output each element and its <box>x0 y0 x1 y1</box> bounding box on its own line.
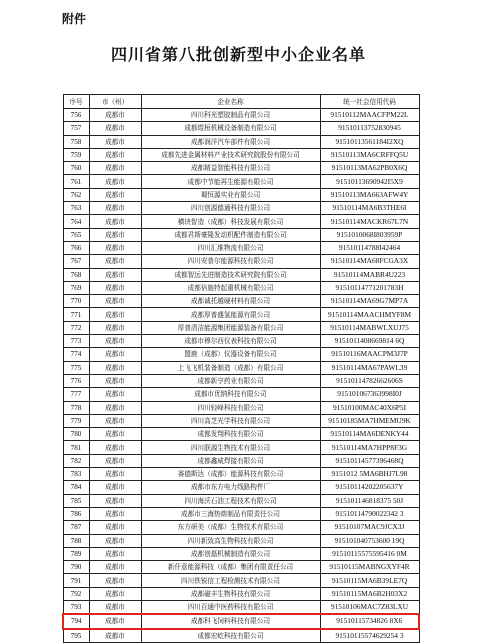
cell-company-name: 成都君斯豪隆发动机配件制造有限公司 <box>141 228 320 241</box>
cell-city: 成都市 <box>89 122 141 135</box>
cell-company-name: 成都市三海热熔制品有限责任公司 <box>141 507 320 520</box>
cell-serial-no: 780 <box>63 428 89 441</box>
cell-serial-no: 776 <box>63 374 89 387</box>
cell-company-name: 成都鑫威焊接有限公司 <box>141 454 320 467</box>
header-company-name: 企业名称 <box>141 95 320 109</box>
cell-credit-code: 91510114MA6DENKY44 <box>320 428 419 441</box>
cell-company-name: 赛德斯达（成都）能源科技有限公司 <box>141 468 320 481</box>
cell-serial-no: 794 <box>63 614 89 628</box>
cell-city: 成都市 <box>89 135 141 148</box>
cell-city: 成都市 <box>89 454 141 467</box>
cell-credit-code: 91510113MA6CRFFQ5U <box>320 148 419 161</box>
cell-company-name: 四川轻峰科技有限公司 <box>141 401 320 414</box>
cell-city: 成都市 <box>89 148 141 161</box>
cell-credit-code: 91510113561184I2XQ <box>320 135 419 148</box>
cell-credit-code: 91510114788I42464 <box>320 241 419 254</box>
document-title: 四川省第八批创新型中小企业名单 <box>110 45 366 64</box>
cell-serial-no: 783 <box>63 468 89 481</box>
cell-city: 成都市 <box>89 268 141 281</box>
cell-company-name: 成都科飞饲料科技有限公司 <box>141 614 320 628</box>
cell-serial-no: 772 <box>63 321 89 334</box>
table-row <box>63 308 419 321</box>
cell-city: 成都市 <box>89 241 141 254</box>
cell-city: 成都市 <box>89 374 141 387</box>
cell-credit-code: 915101067363998I0J <box>320 388 419 401</box>
cell-city: 成都市 <box>89 414 141 427</box>
cell-serial-no: 756 <box>63 109 89 122</box>
cell-company-name: 成都诚托越硬材料有限公司 <box>141 295 320 308</box>
cell-credit-code: 91510112MAACFPM22L <box>320 109 419 122</box>
cell-serial-no: 767 <box>63 255 89 268</box>
cell-company-name: 新仟意能源科技（成都）集团有限责任公司 <box>141 561 320 574</box>
cell-serial-no: 775 <box>63 361 89 374</box>
table-row <box>63 321 419 334</box>
cell-credit-code: 915101146818375 50J <box>320 494 419 507</box>
cell-city: 成都市 <box>89 202 141 215</box>
cell-serial-no: 781 <box>63 441 89 454</box>
cell-serial-no: 793 <box>63 600 89 614</box>
cell-serial-no: 795 <box>63 629 89 643</box>
cell-city: 成都市 <box>89 335 141 348</box>
table-row <box>63 148 419 161</box>
cell-company-name: 四川百通中医药科技有限公司 <box>141 600 320 614</box>
cell-serial-no: 782 <box>63 454 89 467</box>
cell-credit-code: 91510115MA6B2H03X2 <box>320 587 419 600</box>
header-city: 市（州） <box>89 95 141 109</box>
cell-company-name: 成都倍施特起重机械有限公司 <box>141 281 320 294</box>
cell-city: 成都市 <box>89 109 141 122</box>
table-row <box>63 507 419 520</box>
table-row <box>63 374 419 387</box>
cell-credit-code: 9151010068I803959P <box>320 228 419 241</box>
table-row <box>63 241 419 254</box>
cell-serial-no: 768 <box>63 268 89 281</box>
cell-credit-code: 91510114771201783H <box>320 281 419 294</box>
cell-serial-no: 758 <box>63 135 89 148</box>
cell-city: 成都市 <box>89 188 141 201</box>
table-row <box>63 547 419 560</box>
cell-city: 成都市 <box>89 361 141 374</box>
cell-serial-no: 760 <box>63 162 89 175</box>
cell-city: 成都市 <box>89 534 141 547</box>
cell-credit-code: 915101040753600 19Q <box>320 534 419 547</box>
cell-city: 成都市 <box>89 587 141 600</box>
table-row <box>63 414 419 427</box>
table-row <box>63 561 419 574</box>
cell-city: 成都市 <box>89 401 141 414</box>
cell-credit-code: 91510185MA7HMEMU9K <box>320 414 419 427</box>
cell-company-name: 四川朕源生物技术有限公司 <box>141 441 320 454</box>
cell-company-name: 成都煜桓机械设备制造有限公司 <box>141 122 320 135</box>
cell-company-name: 成都磁丰生物科技有限公司 <box>141 587 320 600</box>
cell-serial-no: 790 <box>63 561 89 574</box>
cell-city: 成都市 <box>89 348 141 361</box>
cell-city: 成都市 <box>89 481 141 494</box>
cell-company-name: 成都发翔科技有限公司 <box>141 428 320 441</box>
cell-serial-no: 784 <box>63 481 89 494</box>
table-row <box>63 188 419 201</box>
cell-serial-no: 778 <box>63 401 89 414</box>
cell-city: 成都市 <box>89 468 141 481</box>
cell-credit-code: 91510114MA6B3THE6I <box>320 202 419 215</box>
cell-city: 成都市 <box>89 162 141 175</box>
cell-company-name: 成都精益智能科技有限公司 <box>141 162 320 175</box>
cell-city: 成都市 <box>89 175 141 188</box>
cell-company-name: 成都市优纳科技有限公司 <box>141 388 320 401</box>
header-credit-code: 统一社会信用代码 <box>320 95 419 109</box>
cell-city: 成都市 <box>89 494 141 507</box>
cell-city: 成都市 <box>89 255 141 268</box>
enterprise-table <box>62 94 420 643</box>
cell-credit-code: 91510107MAC9JCX3J <box>320 521 419 534</box>
cell-credit-code: 91510114782662606S <box>320 374 419 387</box>
cell-serial-no: 765 <box>63 228 89 241</box>
table-row <box>63 295 419 308</box>
cell-serial-no: 761 <box>63 175 89 188</box>
cell-serial-no: 769 <box>63 281 89 294</box>
cell-serial-no: 789 <box>63 547 89 560</box>
cell-serial-no: 766 <box>63 241 89 254</box>
cell-credit-code: 91510115575595416 0M <box>320 547 419 560</box>
cell-credit-code: 91510115MA6B39LE7Q <box>320 574 419 587</box>
table-row <box>63 109 419 122</box>
cell-credit-code: 91510114202205637Y <box>320 481 419 494</box>
cell-serial-no: 757 <box>63 122 89 135</box>
cell-company-name: 成都新亨药业有限公司 <box>141 374 320 387</box>
cell-credit-code: 91510114MA7HPP8F3G <box>320 441 419 454</box>
cell-city: 成都市 <box>89 561 141 574</box>
cell-credit-code: 91510115734826 8X6 <box>320 614 419 628</box>
cell-city: 成都市 <box>89 600 141 614</box>
table-row <box>63 494 419 507</box>
cell-serial-no: 773 <box>63 335 89 348</box>
table-row <box>63 401 419 414</box>
table-row-highlighted <box>63 614 419 628</box>
cell-city: 成都市 <box>89 441 141 454</box>
cell-company-name: 四川汇维物流有限公司 <box>141 241 320 254</box>
table-row <box>63 629 419 643</box>
cell-serial-no: 762 <box>63 188 89 201</box>
cell-credit-code: 91510116MAACPM3J7P <box>320 348 419 361</box>
cell-city: 成都市 <box>89 308 141 321</box>
table-row <box>63 255 419 268</box>
cell-credit-code: 91510113MA62PB0X6Q <box>320 162 419 175</box>
cell-company-name: 四川海沃石油工程技术有限公司 <box>141 494 320 507</box>
cell-company-name: 东方研美（成都）生物技术有限公司 <box>141 521 320 534</box>
cell-credit-code: 91510106MAC7Z83LXU <box>320 600 419 614</box>
cell-city: 成都市 <box>89 388 141 401</box>
cell-company-name: 四川铁锐信工程检测技术有限公司 <box>141 574 320 587</box>
table-row <box>63 135 419 148</box>
cell-serial-no: 771 <box>63 308 89 321</box>
cell-credit-code: 91510113752830945 <box>320 122 419 135</box>
cell-company-name: 蜀恒源实业有限公司 <box>141 188 320 201</box>
table-row <box>63 388 419 401</box>
cell-credit-code: 91510114MA67PAWL39 <box>320 361 419 374</box>
cell-credit-code: 91510114MA69G7MP7A <box>320 295 419 308</box>
cell-company-name: 四川创源德通科技有限公司 <box>141 202 320 215</box>
cell-company-name: 厚普清洁能源集团能源装备有限公司 <box>141 321 320 334</box>
cell-company-name: 上飞飞机装备制造（成都）有限公司 <box>141 361 320 374</box>
table-row <box>63 348 419 361</box>
table-row <box>63 361 419 374</box>
cell-company-name: 盟鹿（成都）仪器设备有限公司 <box>141 348 320 361</box>
cell-city: 成都市 <box>89 428 141 441</box>
cell-company-name: 四川新致高生物科技有限公司 <box>141 534 320 547</box>
cell-city: 成都市 <box>89 547 141 560</box>
cell-serial-no: 792 <box>63 587 89 600</box>
table-row <box>63 228 419 241</box>
cell-serial-no: 779 <box>63 414 89 427</box>
cell-serial-no: 759 <box>63 148 89 161</box>
table-body <box>63 109 419 643</box>
cell-credit-code: 91510113MA663AFW4Y <box>320 188 419 201</box>
table-row <box>63 481 419 494</box>
cell-company-name: 成都市东方电力线路构件厂 <box>141 481 320 494</box>
table-row <box>63 587 419 600</box>
cell-company-name: 成都宏屹科技有限公司 <box>141 629 320 643</box>
table-row <box>63 175 419 188</box>
cell-company-name: 成都先进金属材料产业技术研究院股份有限公司 <box>141 148 320 161</box>
cell-company-name: 成都智远先进制造技术研究院有限公司 <box>141 268 320 281</box>
cell-company-name: 横块智造（成都）科技发展有限公司 <box>141 215 320 228</box>
cell-credit-code: 91510114MAACHMYF8M <box>320 308 419 321</box>
cell-serial-no: 770 <box>63 295 89 308</box>
cell-company-name: 四川安普尔能源科技有限公司 <box>141 255 320 268</box>
table-row <box>63 428 419 441</box>
cell-serial-no: 786 <box>63 507 89 520</box>
cell-serial-no: 788 <box>63 534 89 547</box>
cell-city: 成都市 <box>89 574 141 587</box>
cell-serial-no: 787 <box>63 521 89 534</box>
cell-serial-no: 785 <box>63 494 89 507</box>
cell-city: 成都市 <box>89 228 141 241</box>
table-row <box>63 202 419 215</box>
cell-city: 成都市 <box>89 507 141 520</box>
cell-credit-code: 91510114790022342 3 <box>320 507 419 520</box>
cell-city: 成都市 <box>89 295 141 308</box>
table-row <box>63 534 419 547</box>
cell-city: 成都市 <box>89 321 141 334</box>
cell-serial-no: 764 <box>63 215 89 228</box>
cell-serial-no: 791 <box>63 574 89 587</box>
cell-serial-no: 774 <box>63 348 89 361</box>
table-row <box>63 268 419 281</box>
cell-credit-code: 9151012 5MA6BHJ7L98 <box>320 468 419 481</box>
enterprise-table-container <box>62 94 418 643</box>
cell-city: 成都市 <box>89 614 141 628</box>
table-row <box>63 122 419 135</box>
table-row <box>63 281 419 294</box>
table-row <box>63 441 419 454</box>
table-row <box>63 454 419 467</box>
cell-company-name: 四川科光塑胶制品有限公司 <box>141 109 320 122</box>
cell-company-name: 成都厚普盛氢能源有限公司 <box>141 308 320 321</box>
cell-credit-code: 91510114MA68FCGA3X <box>320 255 419 268</box>
cell-credit-code: 91510115MABNGXYF4R <box>320 561 419 574</box>
table-row <box>63 574 419 587</box>
header-serial-no: 序号 <box>63 95 89 109</box>
table-row <box>63 600 419 614</box>
table-row <box>63 162 419 175</box>
cell-city: 成都市 <box>89 281 141 294</box>
cell-company-name: 成都市穆尔西仪表科技有限公司 <box>141 335 320 348</box>
cell-company-name: 成都润洋汽车部件有限公司 <box>141 135 320 148</box>
table-row <box>63 335 419 348</box>
cell-credit-code: 9151011408669814 6Q <box>320 335 419 348</box>
cell-city: 成都市 <box>89 215 141 228</box>
cell-city: 成都市 <box>89 521 141 534</box>
cell-credit-code: 91510100MAC40X6P5I <box>320 401 419 414</box>
cell-credit-code: 91510115574629254 3 <box>320 629 419 643</box>
cell-credit-code: 91510114MABR4U223 <box>320 268 419 281</box>
table-row <box>63 215 419 228</box>
cell-credit-code: 91510113690942I5X9 <box>320 175 419 188</box>
table-row <box>63 521 419 534</box>
attachment-label: 附件 <box>62 12 87 26</box>
cell-credit-code: 91510114MACKR67L7N <box>320 215 419 228</box>
table-row <box>63 468 419 481</box>
cell-credit-code: 91510114577396468Q <box>320 454 419 467</box>
cell-serial-no: 777 <box>63 388 89 401</box>
cell-credit-code: 91510114MABWLXUJ75 <box>320 321 419 334</box>
cell-company-name: 成都创磊机械制造有限公司 <box>141 547 320 560</box>
cell-company-name: 四川高芝光学科技有限公司 <box>141 414 320 427</box>
cell-company-name: 成都中节能再生能源有限公司 <box>141 175 320 188</box>
table-header-row <box>63 95 419 109</box>
cell-serial-no: 763 <box>63 202 89 215</box>
cell-city: 成都市 <box>89 629 141 643</box>
